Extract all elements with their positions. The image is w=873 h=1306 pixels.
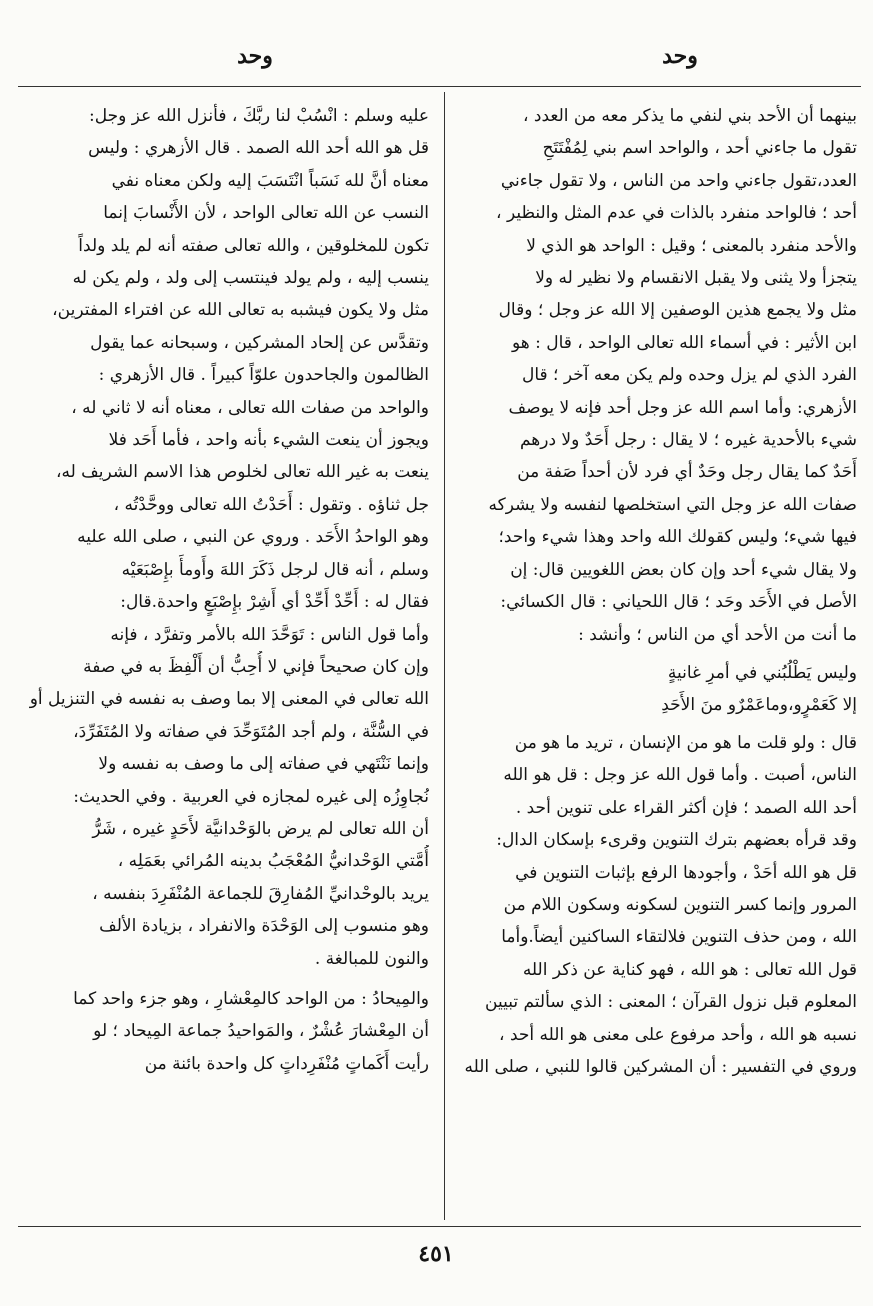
text-line: الناس، أصبت . وأما قول الله عز وجل : قل هو الله (503, 765, 857, 786)
text-line: المعلوم قبل نزول القرآن ؛ المعنى : الذي سألتم تبيين (485, 992, 857, 1013)
text-line: مثل ولا يجمع هذين الوصفين إلا الله عز وجل ؛ وقال (498, 300, 857, 321)
column-divider (444, 92, 445, 1220)
top-rule (18, 86, 861, 87)
text-line: وقد قرأه بعضهم بترك التنوين وقرىء بإسكان الدال: (496, 830, 857, 851)
text-line: معناه أنَّ لله نَسَباً انْتَسَبَ إليه ولكن معناه نفي (111, 170, 429, 191)
text-line: والنون للمبالغة . (314, 948, 429, 969)
text-line: ولا يقال شيء أحد وإن كان بعض اللغويين قال: إن (510, 559, 857, 580)
text-line: ابن الأثير : في أسماء الله تعالى الواحد ، قال : هو (511, 332, 857, 353)
text-line: قل هو الله أحد الله الصمد . قال الأزهري : وليس (88, 138, 429, 159)
text-line: فقال له : أَحِّدْ أَحِّدْ أي أَشِرْ بإِصْبَعٍ واحدة.قال: (120, 592, 429, 613)
text-line: نُجاوِزُه إلى غيره لمجازه في العربية . وفي الحديث: (73, 786, 429, 807)
text-line: والمِيحادُ : من الواحد كالمِعْشارِ ، وهو جزء واحد كما (73, 988, 429, 1009)
running-head-right: وحد (662, 43, 698, 69)
text-line: عليه وسلم : انْسُبْ لنا ربَّكَ ، فأنزل الله عز وجل: (89, 106, 429, 126)
running-head-left: وحد (237, 43, 273, 69)
text-line: قال : ولو قلت ما هو من الإنسان ، تريد ما هو من (514, 732, 857, 753)
text-line: تقول ما جاءني أحد ، والواحد اسم بني لِمُفْتَتَحِ (542, 138, 857, 159)
text-line: قول الله تعالى : هو الله ، فهو كناية عن ذكر الله (522, 959, 857, 980)
text-line: وإنما نَنْتَهي في صفاته إلى ما وصف به نفسه ولا (98, 754, 429, 775)
text-line: الله تعالى في المعنى إلا بما وصف به نفسه في التنزيل أو (29, 689, 429, 710)
text-line: تكون للمخلوقين ، والله تعالى صفته أنه لم يلد ولداً (78, 235, 429, 256)
text-line: قل هو الله أحَدْ ، وأجودها الرفع بإثبات التنوين في (515, 862, 857, 883)
text-line: مثل ولا يكون فيشبه به تعالى الله عن افتراء المفترين، (52, 300, 429, 321)
right-column (462, 100, 857, 1220)
text-line: صفات الله عز وجل التي استخلصها لنفسه ولا يشركه (488, 494, 857, 515)
text-line: وسلم ، أنه قال لرجل ذَكَرَ اللهَ وأَومأَ بإِصْبَعَيْه (121, 559, 429, 580)
text-line: نسبه هو الله ، وأحد مرفوع على معنى هو الله أحد ، (499, 1024, 857, 1045)
text-line: وأما قول الناس : تَوَحَّدَ الله بالأمر وتفرَّد ، فإنه (110, 624, 429, 645)
text-line: وهو الواحدُ الأَحَد . وروي عن النبي ، صلى الله عليه (77, 527, 429, 548)
left-column-text-b (24, 983, 429, 1080)
right-column-text-a (462, 100, 857, 651)
text-line: أحد الله الصمد ؛ فإن أكثر القراء على تنوين أحد . (515, 797, 857, 818)
poem-line: إلا كَعَمْرٍو،وماعَمْرٌو منَ الأَحَدِ (661, 694, 857, 715)
text-line: يريد بالوحْدانيِّ المُفارِقَ للجماعة المُنْفَرِدَ بنفسه ، (92, 883, 429, 904)
text-line: أحد ؛ فالواحد منفرد بالذات في عدم المثل والنظير ، (496, 203, 857, 224)
text-line: ينسب إليه ، ولم يولد فينتسب إلى ولد ، ولم يكن له (72, 268, 429, 289)
poem-verse (462, 657, 857, 721)
text-line: الأصل في الأَحَد وحَد ؛ قال اللحياني : قال الكسائي: (500, 592, 857, 613)
text-line: وروي في التفسير : أن المشركين قالوا للنبي ، صلى الله (464, 1056, 857, 1077)
text-line: فيها شيء؛ وليس كقولك الله واحد وهذا شيء واحد؛ (498, 527, 857, 548)
text-line: النسب عن الله تعالى الواحد ، لأن الأَنْسابَ إنما (103, 203, 429, 224)
text-line: رأيت أَكَماتٍ مُنْفَرِداتٍ كل واحدة بائنة من (144, 1053, 429, 1074)
text-line: ويجوز أن ينعت الشيء بأنه واحد ، فأما أَحَد فلا (108, 430, 429, 451)
text-line: وإن كان صحيحاً فإني لا أُحِبُّ أن أَلْفِظَ به في صفة (83, 656, 429, 677)
text-line: الله ، ومن حذف التنوين فلالتقاء الساكنين أيضاً.وأما (501, 927, 857, 948)
text-line: أُمَّتي الوَحْدانيُّ المُعْجَبُ بدينه المُرائي بعَمَلِه ، (117, 851, 429, 872)
text-line: الظالمون والجاحدون علوّاً كبيراً . قال الأزهري : (98, 365, 429, 386)
text-line: جل ثناؤه . وتقول : أَحَدْتُ الله تعالى ووحَّدْتُه ، (113, 494, 429, 515)
text-line: ينعت به غير الله تعالى لخلوص هذا الاسم الشريف له، (55, 462, 429, 483)
text-line: والأحد منفرد بالمعنى ؛ وقيل : الواحد هو الذي لا (526, 235, 857, 256)
right-column-text-b (462, 727, 857, 1083)
text-line: والواحد من صفات الله تعالى ، معناه أنه لا ثاني له ، (71, 397, 429, 418)
text-line: وهو منسوب إلى الوَحْدَة والانفراد ، بزيادة الألف (99, 916, 429, 937)
text-line: بينهما أن الأحد بني لنفي ما يذكر معه من العدد ، (522, 106, 857, 126)
text-line: الأزهري: وأما اسم الله عز وجل أحد فإنه لا يوصف (508, 397, 857, 418)
text-line: أن المِعْشارَ عُشْرٌ ، والمَواحيدُ جماعة المِيحاد ؛ لو (93, 1021, 429, 1042)
text-line: العدد،تقول جاءني واحد من الناس ، ولا تقول جاءني (500, 170, 857, 191)
text-line: يتجزأ ولا يثنى ولا يقبل الانقسام ولا نظير له ولا (535, 268, 857, 289)
text-line: المرور وإنما كسر التنوين لسكونه وسكون اللام من (503, 894, 857, 915)
text-line: الفرد الذي لم يزل وحده ولم يكن معه آخر ؛ قال (522, 365, 857, 386)
text-line: ما أنت من الأحد أي من الناس ؛ وأنشد : (578, 624, 857, 645)
left-column-text-a (24, 100, 429, 975)
left-column (24, 100, 429, 1220)
text-line: أن الله تعالى لم يرض بالوَحْدانيَّة لأَحَدٍ غيره ، شَرُّ (92, 818, 429, 839)
poem-line: وليس يَطْلُبُني في أمرِ غانيةٍ (667, 662, 857, 683)
text-line: أَحَدٌ كما يقال رجل وحَدٌ أي فرد لأن أحداً صَفة من (517, 462, 857, 483)
text-line: شيء بالأحدية غيره ؛ لا يقال : رجل أَحَدٌ ولا درهم (519, 430, 857, 451)
text-line: وتقدَّس عن إلحاد المشركين ، وسبحانه عما يقول (90, 332, 429, 353)
page-number: ٤٥١ (418, 1241, 454, 1267)
bottom-rule (18, 1226, 861, 1227)
text-line: في السُّنَّة ، ولم أجد المُتَوَحِّدَ في صفاته ولا المُتَفَرِّدَ، (73, 721, 429, 742)
